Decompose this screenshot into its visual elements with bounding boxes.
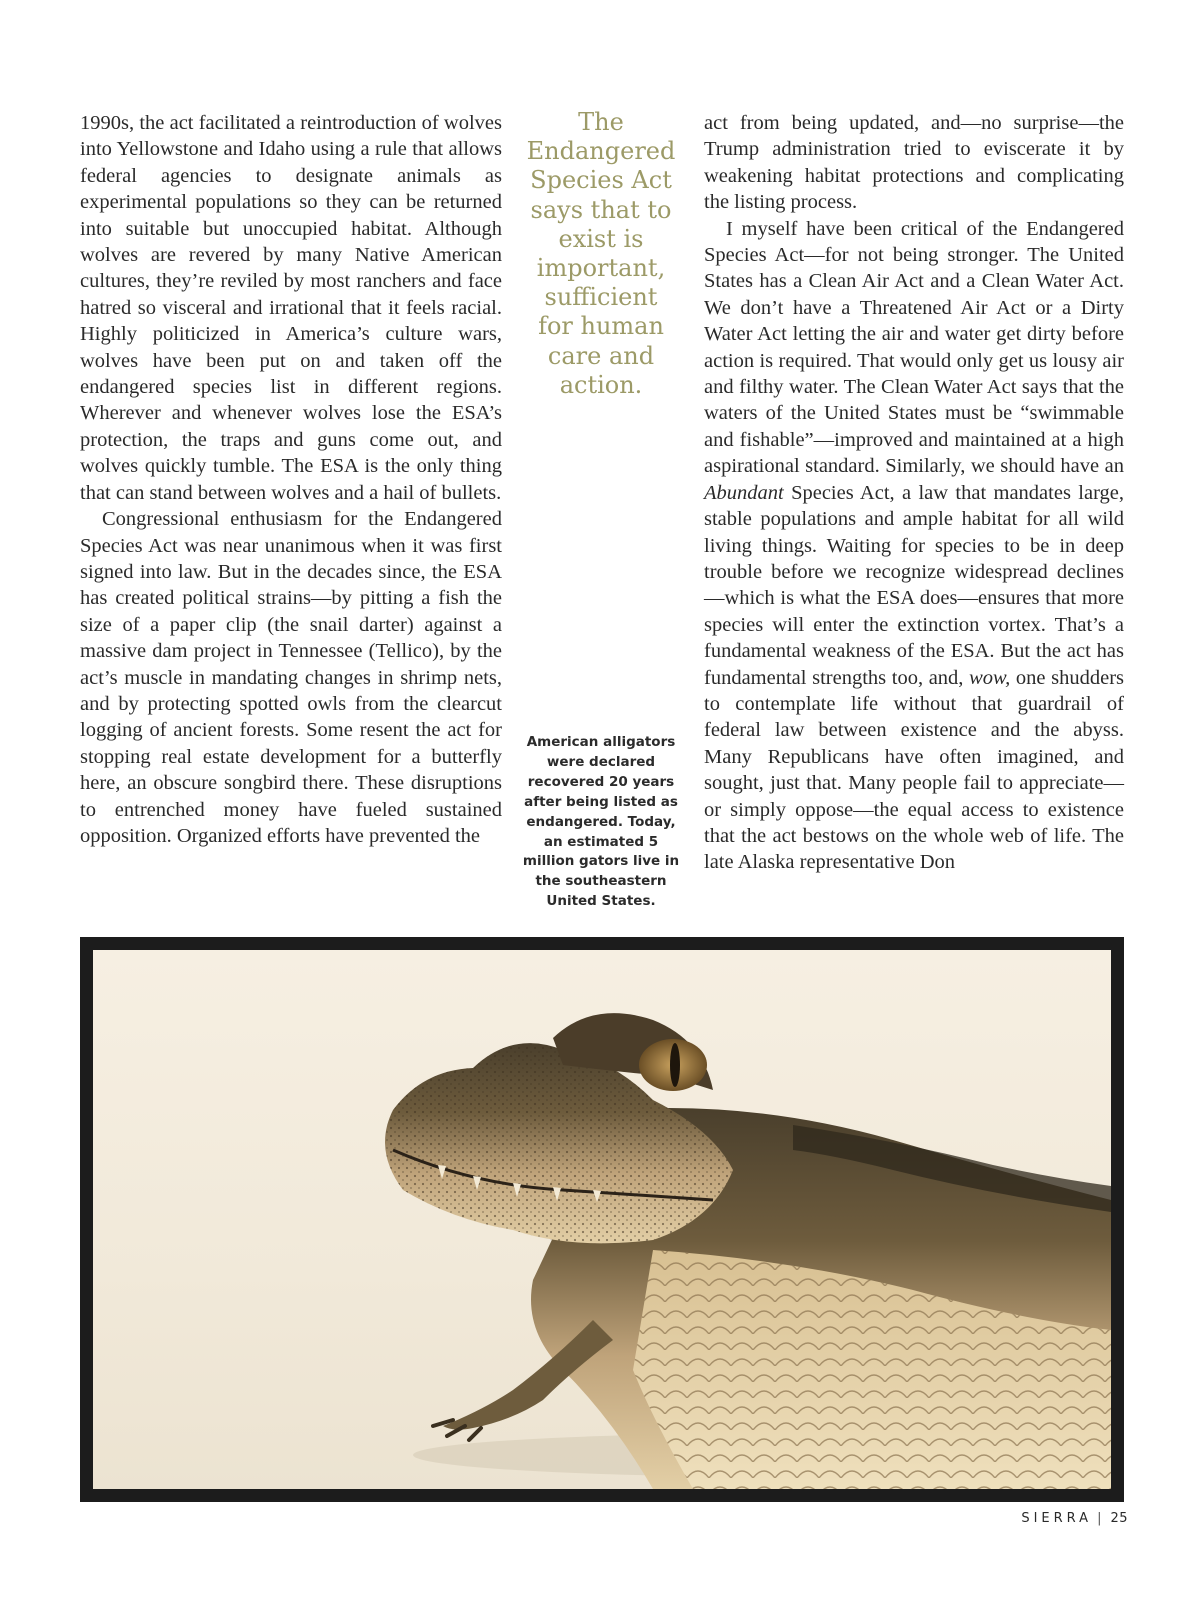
article-column-left <box>80 110 502 849</box>
emphasis: Abundant <box>704 481 784 504</box>
paragraph: 1990s, the act facilitated a reintroduction of wolves into Yellowstone and Idaho using a rule that allows federal agencies to designate animals as experimental populations so they can be returned into suitable but unoccupied habitat. Although wolves are revered by many Native American cultures, they’re reviled by most ranchers and face hatred so visceral and irrational that it feels racial. Highly politicized in America’s culture wars, wolves have been put on and taken off the endangered species list in different regions. Wherever and whenever wolves lose the ESA’s protection, the traps and guns come out, and wolves quickly tumble. The ESA is the only thing that can stand between wolves and a hail of bullets. <box>80 112 502 504</box>
photo-caption: American alligators were declared recovered 20 years after being listed as endangered. Today, an estimated 5 million gators live in the southeastern United States. <box>522 734 680 910</box>
article-column-right <box>704 110 1124 876</box>
page-number: 25 <box>1110 1511 1128 1526</box>
footer-separator: | <box>1097 1511 1102 1526</box>
alligator-photo <box>93 950 1111 1489</box>
text-run: one shudders to contemplate life without that guardrail of federal law between existence and the abyss. Many Republicans have often imagined, and sought, just that. Many people fail to appreciate—or simply oppose—the equal access to existence that the act bestows on the whole web of life. The late Alaska representative Don <box>704 666 1125 874</box>
text-run: I myself have been critical of the Endangered Species Act—for not being stronger. The United States has a Clean Air Act and a Clean Water Act. We don’t have a Threatened Air Act or a Dirty Water Act letting the air and water get dirty before action is required. That would only get us lousy air and filthy water. The Clean Water Act says that the waters of the United States must be “swimmable and fishable”—improved and maintained at a high aspirational standard. Similarly, we should have an <box>704 217 1124 478</box>
magazine-name: SIERRA <box>1021 1511 1093 1526</box>
text-run: Species Act, a law that mandates large, stable populations and ample habitat for all wild living things. Waiting for species to be in deep trouble before we recognize widespread declines—which is what the ESA does—ensures that more species will enter the extinction vortex. That’s a fundamental weakness of the ESA. But the act has fundamental strengths too, and, <box>704 481 1124 689</box>
page-footer <box>1021 1511 1128 1526</box>
pull-quote: The Endangered Species Act says that to exist is important, sufficient for human care and action. <box>526 108 676 399</box>
paragraph: act from being updated, and—no surprise—the Trump administration tried to eviscerate it by weakening habitat protections and complicating the listing process. <box>704 112 1124 214</box>
emphasis: wow, <box>969 666 1011 689</box>
paragraph: Congressional enthusiasm for the Endangered Species Act was near unanimous when it was first signed into law. But in the decades since, the ESA has created political strains—by pitting a fish the size of a paper clip (the snail darter) against a massive dam project in Tennessee (Tellico), by the act’s muscle in mandating changes in shrimp nets, and by protecting spotted owls from the clearcut logging of ancient forests. Some resent the act for stopping real estate development for a butterfly here, an obscure songbird there. These disruptions to entrenched money have fueled sustained opposition. Organized efforts have prevented the <box>80 508 502 847</box>
pupil <box>670 1043 680 1087</box>
paragraph <box>704 216 1124 876</box>
photo-frame <box>80 937 1124 1502</box>
alligator-illustration <box>93 950 1111 1489</box>
